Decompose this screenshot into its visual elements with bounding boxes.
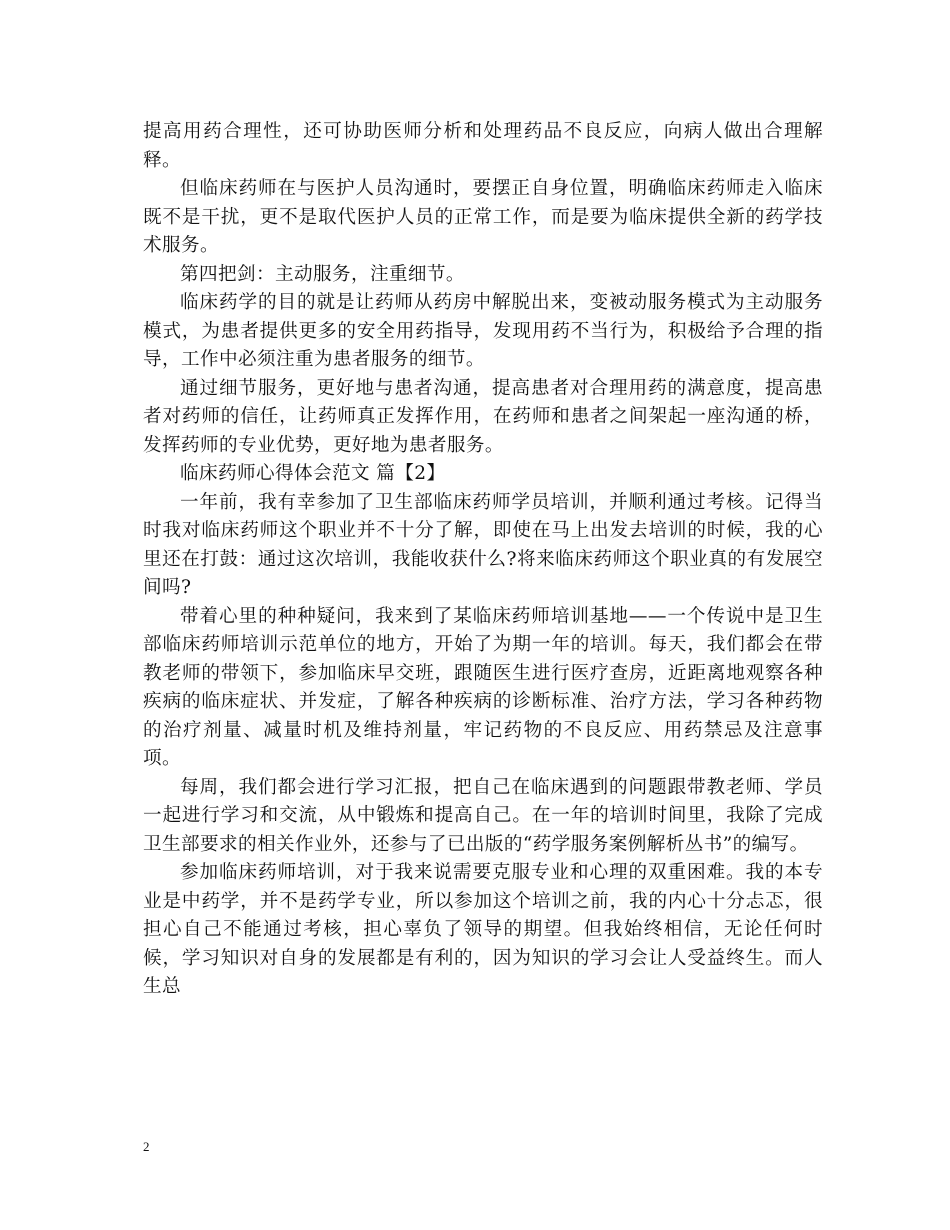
page-number: 2 xyxy=(143,1139,150,1154)
paragraph-7: 一年前，我有幸参加了卫生部临床药师学员培训，并顺利通过考核。记得当时我对临床药师这个职业并不十分了解，即使在马上出发去培训的时候，我的心里还在打鼓：通过这次培训，我能收获什么?将来临床药师这个职业真的有发展空间吗? xyxy=(143,491,823,598)
paragraph-2: 但临床药师在与医护人员沟通时，要摆正自身位置，明确临床药师走入临床既不是干扰，更不是取代医护人员的正常工作，而是要为临床提供全新的药学技术服务。 xyxy=(143,178,823,256)
article-title-part-2: 临床药师心得体会范文 篇【2】 xyxy=(180,463,446,484)
paragraph-4: 临床药学的目的就是让药师从药房中解脱出来，变被动服务模式为主动服务模式，为患者提供更多的安全用药指导，发现用药不当行为，积极给予合理的指导，工作中必须注重为患者服务的细节。 xyxy=(143,292,823,370)
section-heading-fourth-sword: 第四把剑：主动服务，注重细节。 xyxy=(180,263,465,285)
paragraph-1: 提高用药合理性，还可协助医师分析和处理药品不良反应，向病人做出合理解释。 xyxy=(143,121,823,171)
paragraph-8: 带着心里的种种疑问，我来到了某临床药师培训基地——一个传说中是卫生部临床药师培训示范单位的地方，开始了为期一年的培训。每天，我们都会在带教老师的带领下，参加临床早交班，跟随医生进行医疗查房，近距离地观察各种疾病的临床症状、并发症，了解各种疾病的诊断标准、治疗方法，学习各种药物的治疗剂量、减量时机及维持剂量，牢记药物的不良反应、用药禁忌及注意事项。 xyxy=(143,605,823,769)
paragraph-9: 每周，我们都会进行学习汇报，把自己在临床遇到的问题跟带教老师、学员一起进行学习和交流，从中锻炼和提高自己。在一年的培训时间里，我除了完成卫生部要求的相关作业外，还参与了已出版的“药学服务案例解析丛书”的编写。 xyxy=(143,776,823,855)
document-body xyxy=(143,118,823,1002)
paragraph-10: 参加临床药师培训，对于我来说需要克服专业和心理的双重困难。我的本专业是中药学，并不是药学专业，所以参加这个培训之前，我的内心十分忐忑，很担心自己不能通过考核，担心辜负了领导的期望。但我始终相信，无论任何时候，学习知识对自身的发展都是有利的，因为知识的学习会让人受益终生。而人生总 xyxy=(143,862,823,997)
paragraph-5: 通过细节服务，更好地与患者沟通，提高患者对合理用药的满意度，提高患者对药师的信任，让药师真正发挥作用，在药师和患者之间架起一座沟通的桥，发挥药师的专业优势，更好地为患者服务。 xyxy=(143,377,823,456)
